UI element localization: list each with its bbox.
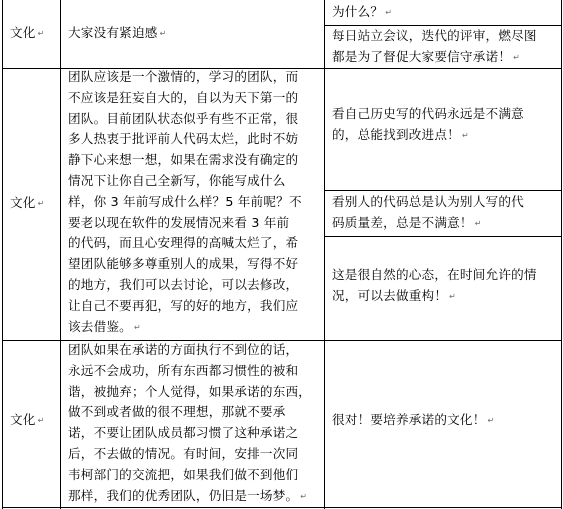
comment-divider-3: [324, 236, 562, 237]
description-line: 多人热衷于批评前人代码太烂，此时不妨: [68, 131, 299, 147]
paragraph-mark: ↵: [37, 416, 45, 425]
description-line: 谐，被抛弃；个人觉得，如果承诺的东西，: [68, 383, 312, 399]
category-text: 文化: [10, 195, 36, 210]
comment-cell: [332, 192, 524, 235]
paragraph-mark: ↵: [461, 130, 469, 140]
table-border-left: [2, 0, 3, 509]
description-cell: [68, 340, 311, 507]
description-line: 要老以现在软件的发展情况来看 3 年前: [68, 214, 290, 230]
comment-divider-2: [324, 190, 562, 191]
comment-cell: [332, 410, 494, 432]
comment-line: 每日站立会议，迭代的评审，燃尽图: [332, 28, 537, 43]
comment-line: 都是为了督促大家要信守承诺！ ↵: [332, 48, 521, 64]
description-line: 后，不去做的情况。有时间，安排一次同: [68, 445, 299, 461]
category-cell: [10, 193, 45, 215]
category-cell: [10, 410, 45, 432]
paragraph-mark: ↵: [159, 29, 167, 38]
paragraph-mark: ↵: [385, 8, 393, 17]
paragraph-mark: ↵: [474, 218, 482, 228]
description-cell: [68, 23, 166, 45]
description-line: 不应该是狂妄自大的，自以为天下第一的: [68, 89, 299, 105]
comment-line: 况，可以去做重构！ ↵: [332, 287, 457, 303]
paragraph-mark: ↵: [487, 416, 495, 425]
comment-cell: [332, 104, 524, 147]
description-line: 那样，我们的优秀团队，仍旧是一场梦。 ↵: [68, 487, 308, 503]
comment-text: 为什么？: [332, 4, 384, 19]
description-line: 团队应该是一个激情的，学习的团队，而: [68, 69, 299, 84]
description-text: 大家没有紧迫感: [68, 25, 158, 40]
comment-line: 这是很自然的心态，在时间允许的情: [332, 267, 537, 282]
paragraph-mark: ↵: [37, 199, 45, 208]
category-text: 文化: [10, 412, 36, 427]
paragraph-mark: ↵: [133, 322, 141, 332]
comment-cell: [332, 2, 392, 24]
comment-cell: [332, 26, 537, 69]
description-line: 静下心来想一想，如果在需求没有确定的: [68, 152, 299, 168]
category-text: 文化: [10, 25, 36, 40]
description-line: 的代码，而且心安理得的高喊太烂了，希: [68, 235, 299, 251]
description-cell: [68, 67, 302, 338]
description-line: 韦柯部门的交流把，如果我们做不到他们: [68, 466, 299, 482]
paragraph-mark: ↵: [449, 291, 457, 301]
description-line: 做不到或者做的很不理想，那就不要承: [68, 404, 286, 420]
description-line: 让自己不要再犯，写的好的地方，我们应: [68, 297, 299, 313]
table-border-right: [561, 0, 562, 509]
comment-cell: [332, 265, 537, 308]
column-divider-1: [60, 0, 61, 509]
comment-line: 看别人的代码总是认为别人写的代: [332, 194, 524, 209]
description-line: 团队如果在承诺的方面执行不到位的话，: [68, 342, 299, 357]
category-cell: [10, 23, 45, 45]
description-line: 诺，不要让团队成员都习惯了这种承诺之: [68, 425, 299, 441]
description-line: 望团队能够多尊重别人的成果，写得不好: [68, 256, 299, 272]
comment-line: 码质量差，总是不满意！ ↵: [332, 214, 482, 230]
description-line: 该去借鉴。 ↵: [68, 318, 141, 334]
comment-text: 很对！要培养承诺的文化！: [332, 412, 486, 427]
description-line: 永远不会成功，所有东西都习惯性的被和: [68, 362, 299, 378]
comment-line: 的，总能找到改进点！ ↵: [332, 126, 469, 142]
column-divider-2: [324, 0, 325, 509]
paragraph-mark: ↵: [300, 491, 308, 501]
paragraph-mark: ↵: [37, 29, 45, 38]
description-line: 情况下让你自己全新写，你能写成什么: [68, 172, 286, 188]
description-line: 的地方，我们可以去讨论，可以去修改，: [68, 276, 299, 292]
description-line: 样，你 3 年前写成什么样？5 年前呢？不: [68, 193, 302, 209]
description-line: 团队。目前团队状态似乎有些不正常，很: [68, 110, 299, 126]
paragraph-mark: ↵: [513, 52, 521, 62]
comment-line: 看自己历史写的代码永远是不满意: [332, 106, 524, 121]
